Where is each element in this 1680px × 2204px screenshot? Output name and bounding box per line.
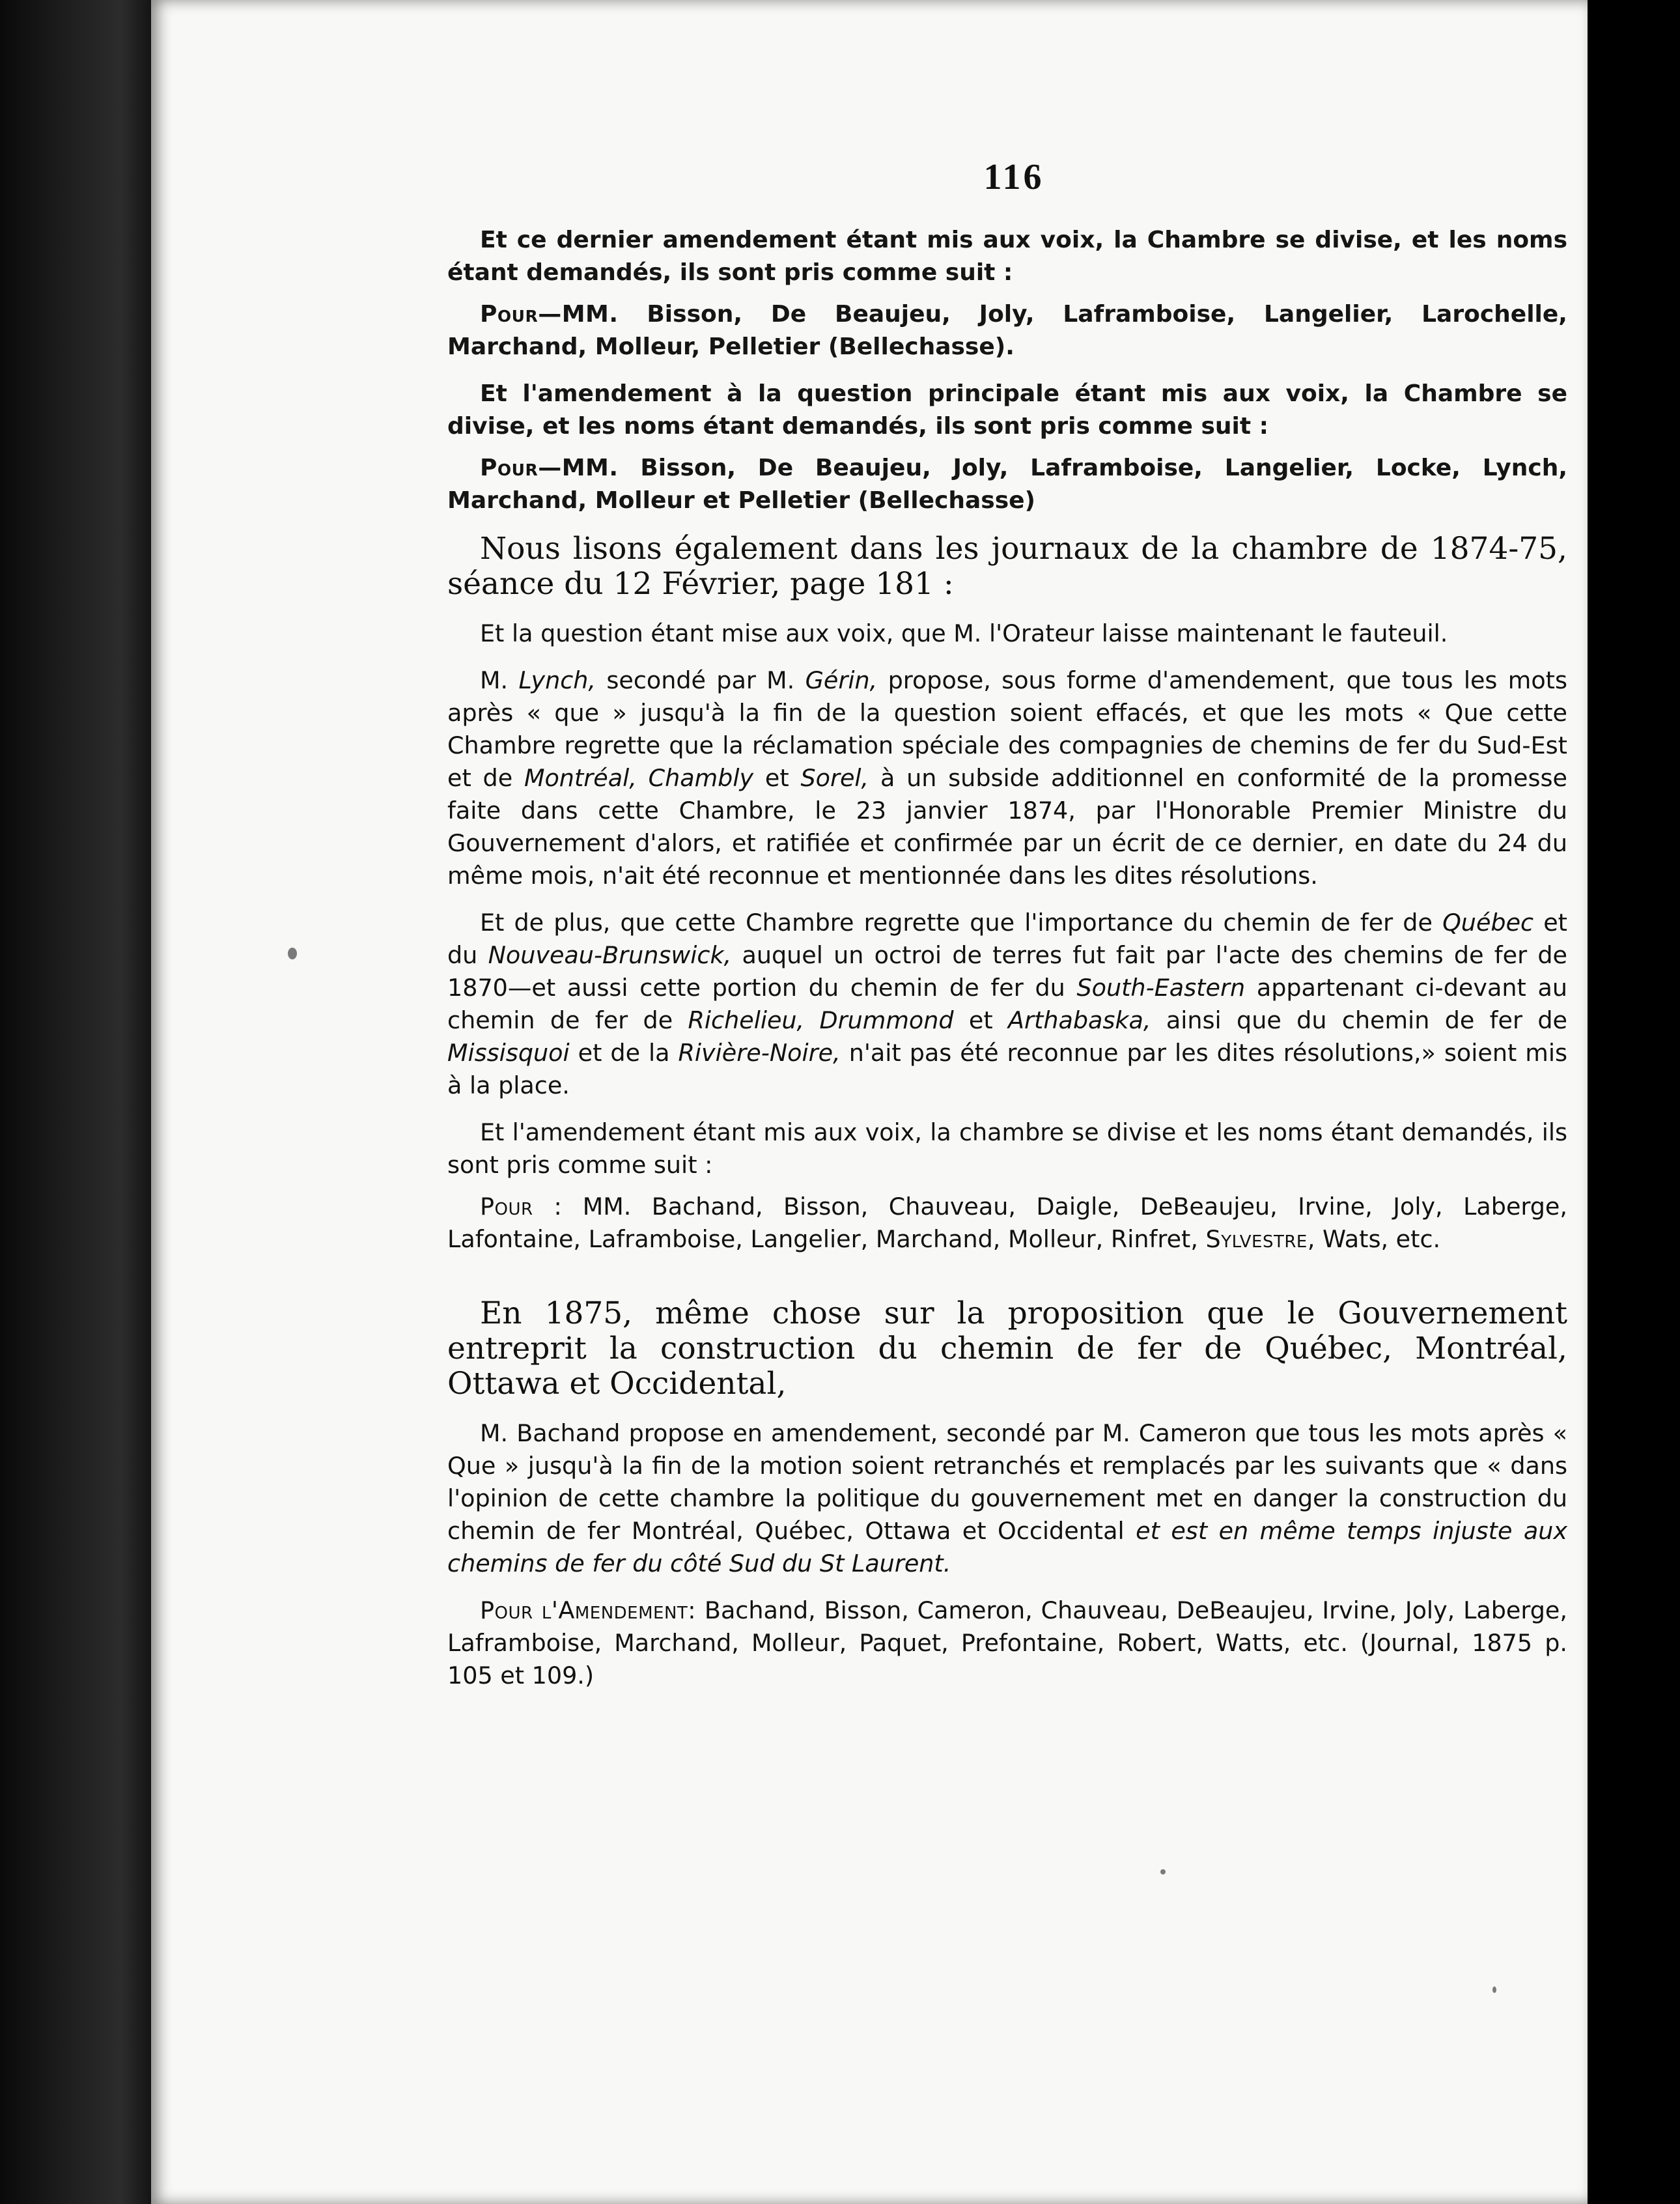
pour-label: Pour—MM.	[480, 301, 619, 328]
paragraph-pour-amendement: Pour l'Amendement: Bachand, Bisson, Cameron, Chauveau, DeBeaujeu, Irvine, Joly, Laberge, Laframboise, Marchand, Molleur, Paquet, Prefontaine, Robert, Watts, etc. (Journal, 1875 p. 105 et 109.)	[447, 1596, 1567, 1689]
paragraph-vote-2: Et l'amendement à la question principale étant mis aux voix, la Chambre se divise, et les noms étant demandés, ils sont pris comme suit :	[447, 380, 1567, 440]
book-page	[151, 0, 1588, 2204]
paragraph-vote-3: Et l'amendement étant mis aux voix, la chambre se divise et les noms étant demandés, ils sont pris comme suit :	[447, 1118, 1567, 1179]
scan-border-right	[1588, 0, 1680, 2204]
page-speck	[1160, 1869, 1166, 1874]
book-spine-shadow	[0, 0, 151, 2204]
paragraph-pour-2	[447, 452, 1567, 517]
pour-names: Bisson, De Beaujeu, Joly, Laframboise, Langelier, Locke, Lynch, Marchand, Molleur et Pelletier (Bellechasse)	[447, 455, 1567, 514]
paragraph-vote-1: Et ce dernier amendement étant mis aux voix, la Chambre se divise, et les noms étant demandés, ils sont pris comme suit :	[447, 227, 1567, 286]
pour-label: Pour :	[480, 1193, 563, 1221]
pour-label: Pour—MM.	[480, 455, 619, 481]
pour-names: Bisson, De Beaujeu, Joly, Laframboise, Langelier, Larochelle, Marchand, Molleur, Pelletier (Bellechasse).	[447, 301, 1567, 360]
paragraph-lynch-amendment: M. Lynch, secondé par M. Gérin, propose, sous forme d'amendement, que tous les mots après « que » jusqu'à la fin de la question soient effacés, et que les mots « Que cette Chambre regrette que la réclamation spéciale des compagnies de chemins de fer du Sud-Est et de Montréal, Chambly et Sorel, à un subside additionnel en conformité de la promesse faite dans cette Chambre, le 23 janvier 1874, par l'Honorable Premier Ministre du Gouvernement d'alors, et ratifiée et confirmée par un écrit de ce dernier, en date du 24 du même mois, n'ait été reconnue et mentionnée dans les dites résolutions.	[447, 666, 1567, 890]
paragraph-bachand-amendment: M. Bachand propose en amendement, secondé par M. Cameron que tous les mots après « Que » jusqu'à la fin de la motion soient retranchés et remplacés par les suivants que « dans l'opinion de cette chambre la politique du gouvernement met en danger la construction du chemin de fer Montréal, Québec, Ottawa et Occidental et est en même temps injuste aux chemins de fer du côté Sud du St Laurent.	[447, 1419, 1568, 1577]
page-speck	[288, 948, 297, 959]
section-heading-1875: En 1875, même chose sur la proposition que le Gouvernement entreprit la construction du chemin de fer de Québec, Montréal, Ottawa et Occidental,	[447, 1295, 1567, 1402]
pour-label: Pour l'Amendement:	[480, 1596, 697, 1624]
page-speck	[1492, 1986, 1496, 1993]
paragraph-question: Et la question étant mise aux voix, que M. l'Orateur laisse maintenant le fauteuil.	[480, 619, 1448, 647]
section-heading-1874: Nous lisons également dans les journaux de la chambre de 1874-75, séance du 12 Février, page 181 :	[447, 531, 1567, 602]
page-text	[447, 156, 1567, 1701]
paragraph-pour-3: Pour : MM. Bachand, Bisson, Chauveau, Daigle, DeBeaujeu, Irvine, Joly, Laberge, Lafontaine, Laframboise, Langelier, Marchand, Molleur, Rinfret, Sylvestre, Wats, etc.	[447, 1193, 1567, 1253]
paragraph-de-plus: Et de plus, que cette Chambre regrette que l'importance du chemin de fer de Québec et du Nouveau-Brunswick, auquel un octroi de terres fut fait par l'acte des chemins de fer de 1870—et aussi cette portion du chemin de fer du South-Eastern appartenant ci-devant au chemin de fer de Richelieu, Drummond et Arthabaska, ainsi que du chemin de fer de Missisquoi et de la Rivière-Noire, n'ait pas été reconnue par les dites résolutions,» soient mis à la place.	[447, 909, 1568, 1099]
page-number: 116	[983, 157, 1044, 197]
paragraph-pour-1	[447, 298, 1567, 363]
